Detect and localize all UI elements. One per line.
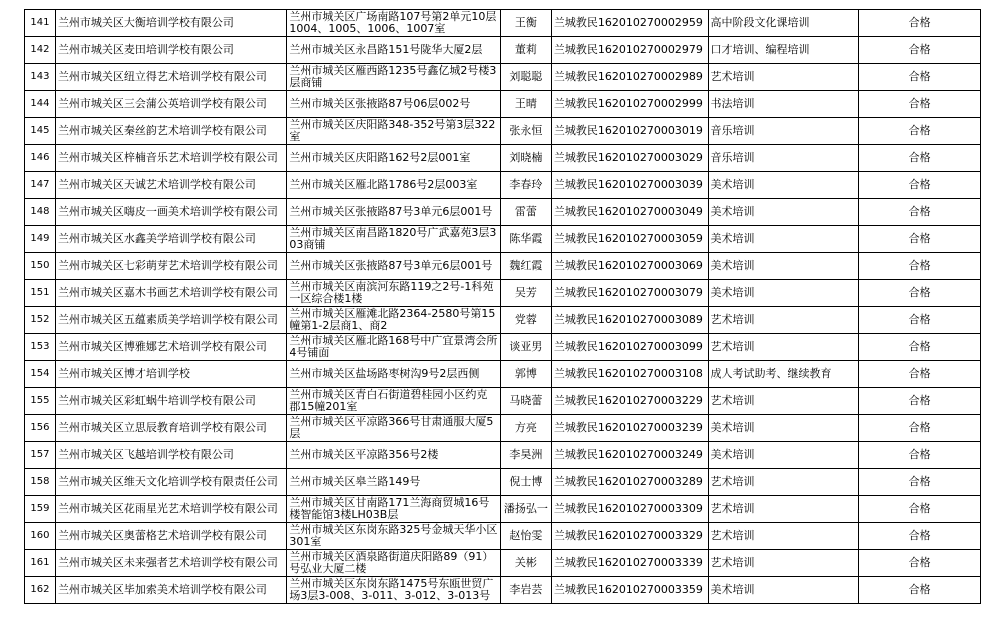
school-address: 兰州市城关区张掖路87号3单元6层001号 xyxy=(287,253,501,280)
table-row xyxy=(25,280,981,307)
row-number: 150 xyxy=(25,253,56,280)
row-number: 141 xyxy=(25,10,56,37)
legal-representative: 党蓉 xyxy=(500,307,551,334)
license-number: 兰城教民162010270003039 xyxy=(551,172,708,199)
license-number: 兰城教民162010270003289 xyxy=(551,469,708,496)
inspection-result: 合格 xyxy=(859,64,981,91)
school-name: 兰州市城关区立思辰教育培训学校有限公司 xyxy=(55,415,286,442)
legal-representative: 刘聪聪 xyxy=(500,64,551,91)
training-scope: 美术培训 xyxy=(708,415,859,442)
school-name: 兰州市城关区未来强者艺术培训学校有限公司 xyxy=(55,550,286,577)
row-number: 158 xyxy=(25,469,56,496)
training-scope: 音乐培训 xyxy=(708,118,859,145)
row-number: 145 xyxy=(25,118,56,145)
inspection-result: 合格 xyxy=(859,37,981,64)
license-number: 兰城教民162010270003229 xyxy=(551,388,708,415)
school-name: 兰州市城关区天诚艺术培训学校有限公司 xyxy=(55,172,286,199)
school-address: 兰州市城关区雁北路168号中广宜景湾会所4号铺面 xyxy=(287,334,501,361)
license-number: 兰城教民162010270003089 xyxy=(551,307,708,334)
table-row xyxy=(25,334,981,361)
inspection-result: 合格 xyxy=(859,388,981,415)
legal-representative: 张永恒 xyxy=(500,118,551,145)
school-address: 兰州市城关区平凉路356号2楼 xyxy=(287,442,501,469)
legal-representative: 陈华霞 xyxy=(500,226,551,253)
legal-representative: 王晴 xyxy=(500,91,551,118)
table-row xyxy=(25,361,981,388)
license-number: 兰城教民162010270003339 xyxy=(551,550,708,577)
legal-representative: 潘扬弘一 xyxy=(500,496,551,523)
school-address: 兰州市城关区皋兰路149号 xyxy=(287,469,501,496)
legal-representative: 魏红霞 xyxy=(500,253,551,280)
legal-representative: 赵怡雯 xyxy=(500,523,551,550)
school-name: 兰州市城关区麦田培训学校有限公司 xyxy=(55,37,286,64)
training-scope: 书法培训 xyxy=(708,91,859,118)
license-number: 兰城教民162010270003099 xyxy=(551,334,708,361)
school-name: 兰州市城关区嘉木书画艺术培训学校有限公司 xyxy=(55,280,286,307)
license-number: 兰城教民162010270003329 xyxy=(551,523,708,550)
inspection-result: 合格 xyxy=(859,577,981,604)
inspection-result: 合格 xyxy=(859,226,981,253)
row-number: 157 xyxy=(25,442,56,469)
table-row xyxy=(25,415,981,442)
license-number: 兰城教民162010270002999 xyxy=(551,91,708,118)
training-scope: 美术培训 xyxy=(708,172,859,199)
school-name: 兰州市城关区秦丝韵艺术培训学校有限公司 xyxy=(55,118,286,145)
school-address: 兰州市城关区庆阳路348-352号第3层322室 xyxy=(287,118,501,145)
license-number: 兰城教民162010270003059 xyxy=(551,226,708,253)
training-scope: 口才培训、编程培训 xyxy=(708,37,859,64)
school-address: 兰州市城关区南昌路1820号广武嘉苑3层303商铺 xyxy=(287,226,501,253)
school-name: 兰州市城关区三会蒲公英培训学校有限公司 xyxy=(55,91,286,118)
legal-representative: 吴芳 xyxy=(500,280,551,307)
row-number: 146 xyxy=(25,145,56,172)
row-number: 155 xyxy=(25,388,56,415)
row-number: 149 xyxy=(25,226,56,253)
table-row xyxy=(25,496,981,523)
school-address: 兰州市城关区雁西路1235号鑫亿城2号楼3层商铺 xyxy=(287,64,501,91)
school-name: 兰州市城关区维天文化培训学校有限责任公司 xyxy=(55,469,286,496)
row-number: 153 xyxy=(25,334,56,361)
table-row xyxy=(25,550,981,577)
legal-representative: 马晓蕾 xyxy=(500,388,551,415)
school-name: 兰州市城关区七彩萌芽艺术培训学校有限公司 xyxy=(55,253,286,280)
license-number: 兰城教民162010270002989 xyxy=(551,64,708,91)
training-scope: 艺术培训 xyxy=(708,334,859,361)
legal-representative: 李春玲 xyxy=(500,172,551,199)
row-number: 143 xyxy=(25,64,56,91)
table-row xyxy=(25,118,981,145)
school-address: 兰州市城关区雁北路1786号2层003室 xyxy=(287,172,501,199)
license-number: 兰城教民162010270002979 xyxy=(551,37,708,64)
license-number: 兰城教民162010270003029 xyxy=(551,145,708,172)
table-row xyxy=(25,226,981,253)
license-number: 兰城教民162010270003249 xyxy=(551,442,708,469)
school-name: 兰州市城关区毕加索美术培训学校有限公司 xyxy=(55,577,286,604)
legal-representative: 雷蕾 xyxy=(500,199,551,226)
table-row xyxy=(25,145,981,172)
inspection-result: 合格 xyxy=(859,523,981,550)
inspection-result: 合格 xyxy=(859,307,981,334)
school-address: 兰州市城关区张掖路87号06层002号 xyxy=(287,91,501,118)
table-row xyxy=(25,469,981,496)
school-name: 兰州市城关区大衡培训学校有限公司 xyxy=(55,10,286,37)
inspection-result: 合格 xyxy=(859,361,981,388)
table-row xyxy=(25,523,981,550)
school-address: 兰州市城关区张掖路87号3单元6层001号 xyxy=(287,199,501,226)
row-number: 151 xyxy=(25,280,56,307)
training-scope: 艺术培训 xyxy=(708,496,859,523)
legal-representative: 李昊洲 xyxy=(500,442,551,469)
school-address: 兰州市城关区青白石街道碧桂园小区约克郡15幢201室 xyxy=(287,388,501,415)
school-name: 兰州市城关区奥蕾格艺术培训学校有限公司 xyxy=(55,523,286,550)
row-number: 154 xyxy=(25,361,56,388)
inspection-result: 合格 xyxy=(859,253,981,280)
table-row xyxy=(25,442,981,469)
school-name: 兰州市城关区纽立得艺术培训学校有限公司 xyxy=(55,64,286,91)
school-address: 兰州市城关区酒泉路街道庆阳路89（91）号弘业大厦二楼 xyxy=(287,550,501,577)
training-scope: 美术培训 xyxy=(708,577,859,604)
training-scope: 艺术培训 xyxy=(708,469,859,496)
table-row xyxy=(25,64,981,91)
school-address: 兰州市城关区东岗东路325号金城天华小区301室 xyxy=(287,523,501,550)
legal-representative: 郭博 xyxy=(500,361,551,388)
legal-representative: 李岩芸 xyxy=(500,577,551,604)
inspection-result: 合格 xyxy=(859,199,981,226)
license-number: 兰城教民162010270003019 xyxy=(551,118,708,145)
license-number: 兰城教民162010270003079 xyxy=(551,280,708,307)
inspection-result: 合格 xyxy=(859,550,981,577)
training-scope: 美术培训 xyxy=(708,442,859,469)
school-name: 兰州市城关区花雨星光艺术培训学校有限公司 xyxy=(55,496,286,523)
row-number: 142 xyxy=(25,37,56,64)
row-number: 147 xyxy=(25,172,56,199)
training-scope: 美术培训 xyxy=(708,199,859,226)
inspection-result: 合格 xyxy=(859,469,981,496)
row-number: 161 xyxy=(25,550,56,577)
table-row xyxy=(25,253,981,280)
training-scope: 美术培训 xyxy=(708,280,859,307)
school-name: 兰州市城关区五蕴素质美学培训学校有限公司 xyxy=(55,307,286,334)
license-number: 兰城教民162010270003108 xyxy=(551,361,708,388)
row-number: 148 xyxy=(25,199,56,226)
school-name: 兰州市城关区梓楠音乐艺术培训学校有限公司 xyxy=(55,145,286,172)
legal-representative: 倪士博 xyxy=(500,469,551,496)
training-scope: 高中阶段文化课培训 xyxy=(708,10,859,37)
school-address: 兰州市城关区永昌路151号陇华大厦2层 xyxy=(287,37,501,64)
inspection-result: 合格 xyxy=(859,145,981,172)
license-number: 兰城教民162010270002959 xyxy=(551,10,708,37)
legal-representative: 王衡 xyxy=(500,10,551,37)
training-scope: 音乐培训 xyxy=(708,145,859,172)
row-number: 156 xyxy=(25,415,56,442)
table-row xyxy=(25,10,981,37)
license-number: 兰城教民162010270003049 xyxy=(551,199,708,226)
inspection-result: 合格 xyxy=(859,415,981,442)
row-number: 160 xyxy=(25,523,56,550)
school-name: 兰州市城关区博雅娜艺术培训学校有限公司 xyxy=(55,334,286,361)
school-name: 兰州市城关区博才培训学校 xyxy=(55,361,286,388)
training-scope: 成人考试助考、继续教育 xyxy=(708,361,859,388)
training-scope: 艺术培训 xyxy=(708,388,859,415)
inspection-result: 合格 xyxy=(859,334,981,361)
row-number: 152 xyxy=(25,307,56,334)
table-row xyxy=(25,91,981,118)
legal-representative: 董莉 xyxy=(500,37,551,64)
license-number: 兰城教民162010270003069 xyxy=(551,253,708,280)
table-body xyxy=(25,10,981,604)
license-number: 兰城教民162010270003309 xyxy=(551,496,708,523)
row-number: 159 xyxy=(25,496,56,523)
table-row xyxy=(25,307,981,334)
row-number: 162 xyxy=(25,577,56,604)
inspection-result: 合格 xyxy=(859,496,981,523)
legal-representative: 谈亚男 xyxy=(500,334,551,361)
school-list-table xyxy=(24,9,981,604)
row-number: 144 xyxy=(25,91,56,118)
table-row xyxy=(25,577,981,604)
school-name: 兰州市城关区水鑫美学培训学校有限公司 xyxy=(55,226,286,253)
school-address: 兰州市城关区雁滩北路2364-2580号第15幢第1-2层商1、商2 xyxy=(287,307,501,334)
training-scope: 艺术培训 xyxy=(708,523,859,550)
school-address: 兰州市城关区广场南路107号第2单元10层1004、1005、1006、1007室 xyxy=(287,10,501,37)
legal-representative: 刘晓楠 xyxy=(500,145,551,172)
table-row xyxy=(25,388,981,415)
license-number: 兰城教民162010270003359 xyxy=(551,577,708,604)
school-address: 兰州市城关区东岗东路1475号东瓯世贸广场3层3-008、3-011、3-012、3-013号 xyxy=(287,577,501,604)
table-row xyxy=(25,199,981,226)
school-address: 兰州市城关区南滨河东路119之2号-1科苑一区综合楼1楼 xyxy=(287,280,501,307)
school-address: 兰州市城关区盐场路枣树沟9号2层西侧 xyxy=(287,361,501,388)
training-scope: 美术培训 xyxy=(708,253,859,280)
school-name: 兰州市城关区嗨皮一画美术培训学校有限公司 xyxy=(55,199,286,226)
inspection-result: 合格 xyxy=(859,118,981,145)
training-scope: 艺术培训 xyxy=(708,307,859,334)
license-number: 兰城教民162010270003239 xyxy=(551,415,708,442)
training-scope: 艺术培训 xyxy=(708,64,859,91)
training-scope: 美术培训 xyxy=(708,226,859,253)
inspection-result: 合格 xyxy=(859,10,981,37)
school-address: 兰州市城关区庆阳路162号2层001室 xyxy=(287,145,501,172)
table-row xyxy=(25,37,981,64)
school-address: 兰州市城关区平凉路366号甘肃通服大厦5层 xyxy=(287,415,501,442)
school-name: 兰州市城关区彩虹蜗牛培训学校有限公司 xyxy=(55,388,286,415)
inspection-result: 合格 xyxy=(859,280,981,307)
training-scope: 艺术培训 xyxy=(708,550,859,577)
inspection-result: 合格 xyxy=(859,442,981,469)
inspection-result: 合格 xyxy=(859,91,981,118)
school-address: 兰州市城关区甘南路171兰海商贸城16号楼智能馆3楼LH03B层 xyxy=(287,496,501,523)
school-name: 兰州市城关区飞越培训学校有限公司 xyxy=(55,442,286,469)
table-row xyxy=(25,172,981,199)
legal-representative: 方亮 xyxy=(500,415,551,442)
legal-representative: 关彬 xyxy=(500,550,551,577)
inspection-result: 合格 xyxy=(859,172,981,199)
